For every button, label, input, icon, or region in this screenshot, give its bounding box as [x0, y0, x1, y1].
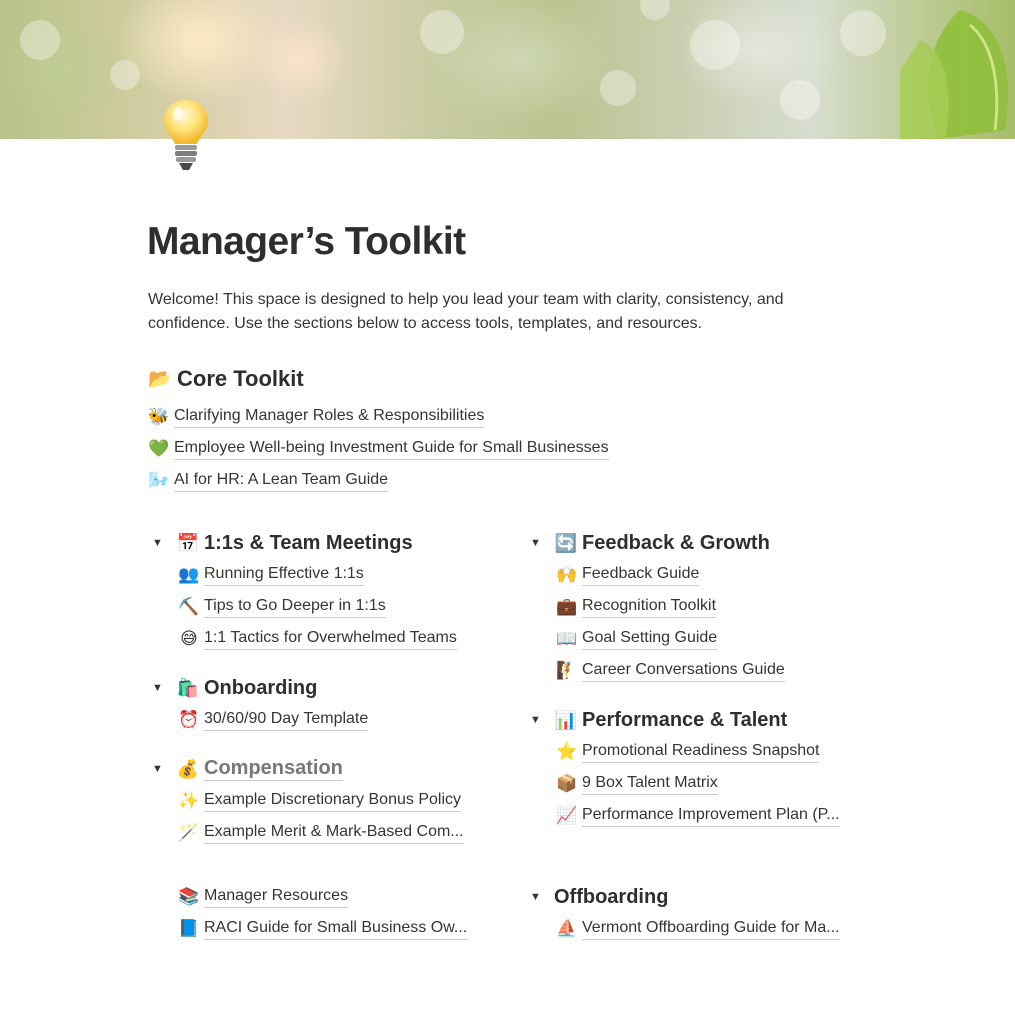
chart-increasing-icon: 📈 [556, 806, 578, 825]
link-wellbeing-guide[interactable] [148, 435, 609, 463]
open-book-icon: 📖 [556, 629, 578, 648]
link-manager-roles[interactable] [148, 403, 484, 431]
blue-book-icon: 📘 [178, 919, 200, 938]
calendar-icon: 📅 [176, 532, 200, 553]
link-label[interactable]: 9 Box Talent Matrix [582, 773, 718, 795]
link-label[interactable]: Clarifying Manager Roles & Responsibilities [174, 406, 484, 428]
pick-icon: ⛏️ [178, 597, 200, 616]
link-vermont-offboarding[interactable] [556, 915, 840, 943]
bar-chart-icon: 📊 [554, 709, 578, 730]
link-bonus-policy[interactable] [178, 787, 461, 815]
link-label[interactable]: Career Conversations Guide [582, 660, 785, 682]
alarm-clock-icon: ⏰ [178, 710, 200, 729]
link-label[interactable]: Employee Well-being Investment Guide for Small Businesses [174, 438, 609, 460]
link-label[interactable]: Recognition Toolkit [582, 596, 716, 618]
climber-icon: 🧗 [556, 661, 578, 680]
link-overwhelmed-teams[interactable] [178, 625, 457, 653]
link-raci-guide[interactable] [178, 915, 467, 943]
link-30-60-90[interactable] [178, 706, 368, 734]
link-career-conversations[interactable] [556, 657, 785, 685]
feedback-heading: Feedback & Growth [582, 531, 770, 554]
link-label[interactable]: Tips to Go Deeper in 1:1s [204, 596, 386, 618]
link-label[interactable]: Running Effective 1:1s [204, 564, 364, 586]
toggle-performance[interactable] [526, 705, 787, 735]
light-bulb-icon[interactable] [160, 96, 212, 181]
link-label[interactable]: Feedback Guide [582, 564, 699, 586]
link-manager-resources[interactable] [178, 883, 348, 911]
intro-paragraph: Welcome! This space is designed to help you lead your team with clarity, consistency, and confidence. Use the sections below to access tools, templates, and resources. [148, 291, 784, 332]
sparkles-icon: ✨ [178, 791, 200, 810]
refresh-icon: 🔄 [554, 532, 578, 553]
toggle-meetings[interactable] [148, 528, 413, 558]
star-icon: ⭐ [556, 742, 578, 761]
toggle-offboarding[interactable] [526, 882, 668, 912]
people-icon: 👥 [178, 565, 200, 584]
link-label[interactable]: 30/60/90 Day Template [204, 709, 368, 731]
compensation-heading[interactable]: Compensation [204, 757, 343, 779]
link-running-1on1s[interactable] [178, 561, 364, 589]
link-label[interactable]: Performance Improvement Plan (P... [582, 805, 840, 827]
link-ai-for-hr[interactable] [148, 467, 388, 495]
performance-heading: Performance & Talent [582, 708, 788, 731]
link-merit-comp[interactable] [178, 819, 464, 847]
link-label[interactable]: Goal Setting Guide [582, 628, 717, 650]
bee-icon: 🐝 [148, 407, 170, 426]
toggle-triangle-icon[interactable]: ▼ [152, 763, 163, 775]
toggle-triangle-icon[interactable]: ▼ [152, 537, 163, 549]
link-feedback-guide[interactable] [556, 561, 699, 589]
toggle-triangle-icon[interactable]: ▼ [530, 537, 541, 549]
link-label[interactable]: 1:1 Tactics for Overwhelmed Teams [204, 628, 457, 650]
toggle-feedback[interactable] [526, 528, 770, 558]
folder-icon: 📂 [148, 369, 172, 390]
money-bag-icon: 💰 [176, 758, 200, 779]
raised-hands-icon: 🙌 [556, 565, 578, 584]
link-9-box[interactable] [556, 770, 718, 798]
link-label[interactable]: Manager Resources [204, 886, 348, 908]
core-toolkit-heading-text: Core Toolkit [177, 366, 304, 391]
link-label[interactable]: Example Discretionary Bonus Policy [204, 790, 461, 812]
link-label[interactable]: AI for HR: A Lean Team Guide [174, 470, 388, 492]
shopping-bags-icon: 🛍️ [176, 677, 200, 698]
cover-image [0, 0, 1015, 139]
link-tips-deeper[interactable] [178, 593, 386, 621]
toggle-triangle-icon[interactable]: ▼ [152, 682, 163, 694]
meetings-heading: 1:1s & Team Meetings [204, 531, 413, 554]
magic-wand-icon: 🪄 [178, 823, 200, 842]
onboarding-heading: Onboarding [204, 676, 318, 699]
link-label[interactable]: Vermont Offboarding Guide for Ma... [582, 918, 840, 940]
link-goal-setting[interactable] [556, 625, 717, 653]
link-pip[interactable] [556, 802, 840, 830]
sailboat-icon: ⛵ [556, 919, 578, 938]
toggle-triangle-icon[interactable]: ▼ [530, 891, 541, 903]
toggle-onboarding[interactable] [148, 673, 317, 703]
link-recognition-toolkit[interactable] [556, 593, 716, 621]
core-toolkit-heading [148, 366, 304, 392]
link-promotional-readiness[interactable] [556, 738, 819, 766]
briefcase-icon: 💼 [556, 597, 578, 616]
page-title: Manager’s Toolkit [147, 220, 466, 263]
link-label[interactable]: Example Merit & Mark-Based Com... [204, 822, 464, 844]
toggle-compensation[interactable] [148, 754, 343, 784]
package-icon: 📦 [556, 774, 578, 793]
books-icon: 📚 [178, 887, 200, 906]
link-label[interactable]: RACI Guide for Small Business Ow... [204, 918, 467, 940]
toggle-triangle-icon[interactable]: ▼ [530, 714, 541, 726]
sweat-smile-icon: 😅 [180, 629, 198, 648]
link-label[interactable]: Promotional Readiness Snapshot [582, 741, 819, 763]
offboarding-heading: Offboarding [554, 885, 669, 908]
wind-icon: 🌬️ [148, 471, 170, 490]
green-heart-icon: 💚 [148, 439, 170, 458]
